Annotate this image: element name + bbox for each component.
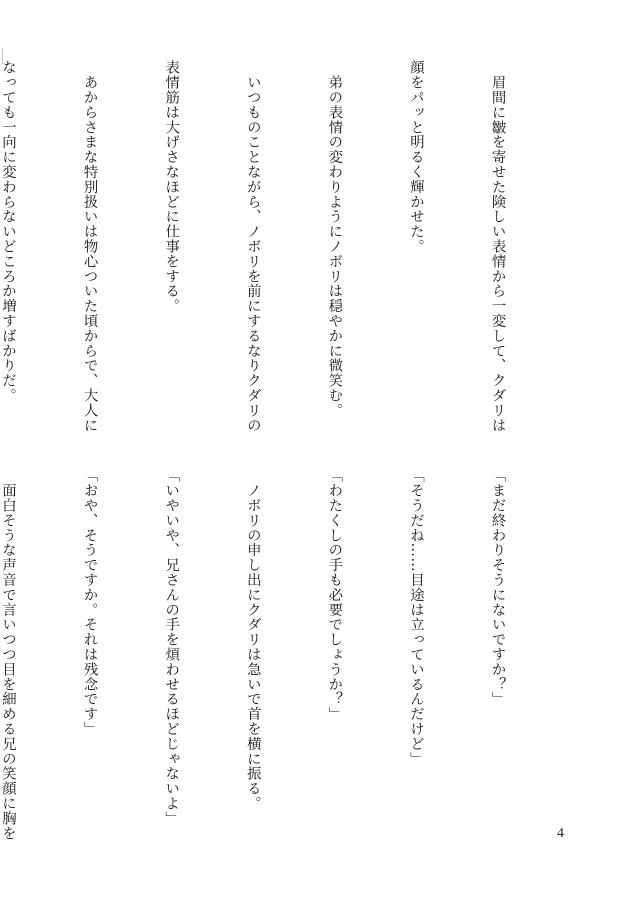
- text-line: 「まだ終わりそうにないですか？」: [489, 468, 506, 707]
- text-line: あからさまな特別扱いは物心ついた頃からで、大人に: [81, 60, 98, 433]
- text-line: 「わたくしの手も必要でしょうか？」: [326, 468, 343, 722]
- text-block-top: [0, 60, 565, 433]
- text-block-bottom: [0, 468, 565, 858]
- text-line: 表情筋は大げさなほどに仕事をする。: [163, 60, 180, 314]
- text-line: 眉間に皺を寄せた険しい表情から一変して、クダリは: [489, 60, 506, 433]
- text-line: 「そうだね……目途は立っているんだけど」: [407, 468, 424, 766]
- text-line: 弟の表情の変わりようにノボリは穏やかに微笑む。: [326, 60, 343, 418]
- text-line: 面白そうな声音で言いつつ目を細める兄の笑顔に胸を: [0, 468, 16, 841]
- page-number: 4: [557, 826, 564, 841]
- text-line: いつものことながら、ノボリを前にするなりクダリの: [244, 60, 261, 433]
- text-line: 「いやいや、兄さんの手を煩わせるほどじゃないよ」: [163, 468, 180, 826]
- text-line: 顔をパッと明るく輝かせた。: [407, 60, 424, 254]
- text-line: ノボリの申し出にクダリは急いで首を横に振る。: [244, 468, 261, 811]
- text-line: 「おや、そうですか。それは残念です」: [81, 468, 98, 737]
- text-line: なっても一向に変わらないどころか増すばかりだ。: [0, 60, 16, 403]
